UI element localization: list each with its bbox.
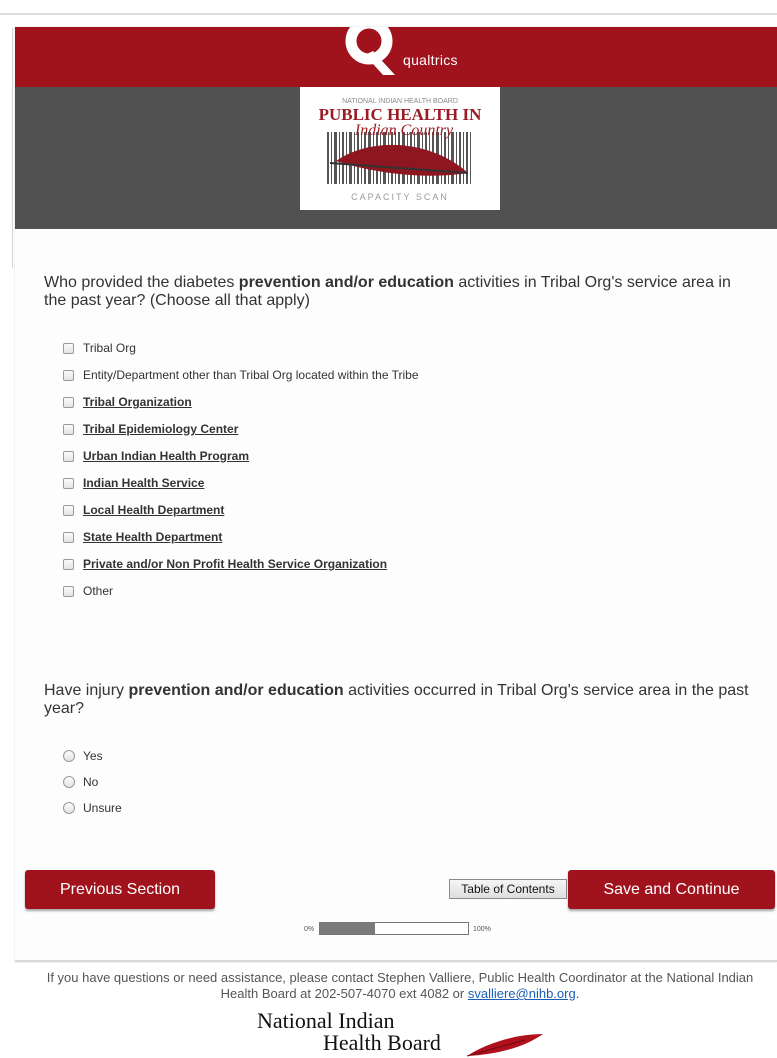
q1-option-urban-indian-health-program[interactable]: Urban Indian Health Program <box>63 447 249 465</box>
progress-bar <box>319 922 469 935</box>
radio-button[interactable] <box>63 802 75 814</box>
nihb-logo-line2: Health Board <box>323 1030 441 1055</box>
banner-caption: CAPACITY SCAN <box>351 192 449 202</box>
checkbox[interactable] <box>63 532 74 543</box>
checkbox[interactable] <box>63 505 74 516</box>
radio-button[interactable] <box>63 776 75 788</box>
nihb-footer-logo <box>255 1008 555 1058</box>
q1-option-entity-department[interactable]: Entity/Department other than Tribal Org located within the Tribe <box>63 366 419 384</box>
checkbox[interactable] <box>63 559 74 570</box>
footer-help-text: If you have questions or need assistance, please contact Stephen Valliere, Public Health Coordinator at the National Indian Health Board at 202-507-4070 ext 4082 or svalliere@nihb.org. <box>46 970 754 1001</box>
survey-card <box>15 27 777 962</box>
q1-option-indian-health-service[interactable]: Indian Health Service <box>63 474 204 492</box>
checkbox[interactable] <box>63 343 74 354</box>
q1-option-state-health-department[interactable]: State Health Department <box>63 528 222 546</box>
save-and-continue-button[interactable]: Save and Continue <box>568 870 775 909</box>
checkbox[interactable] <box>63 586 74 597</box>
feather-logo-icon <box>465 1032 545 1058</box>
table-of-contents-button[interactable]: Table of Contents <box>449 879 567 899</box>
q2-option-yes[interactable]: Yes <box>63 747 103 765</box>
checkbox[interactable] <box>63 478 74 489</box>
q1-option-other[interactable]: Other <box>63 582 113 600</box>
nihb-logo-line1: National Indian <box>257 1008 395 1033</box>
qualtrics-wordmark: qualtrics <box>403 52 458 68</box>
q1-option-private-nonprofit[interactable]: Private and/or Non Profit Health Service Organization <box>63 555 387 573</box>
q1-option-tribal-epidemiology-center[interactable]: Tribal Epidemiology Center <box>63 420 238 438</box>
checkbox[interactable] <box>63 370 74 381</box>
progress-max-label: 100% <box>473 926 491 933</box>
left-panel-edge <box>0 28 13 268</box>
q1-option-local-health-department[interactable]: Local Health Department <box>63 501 224 519</box>
top-divider <box>0 13 777 15</box>
checkbox[interactable] <box>63 424 74 435</box>
banner-org: NATIONAL INDIAN HEALTH BOARD <box>342 98 458 105</box>
banner-subtitle: Indian Country <box>354 122 454 139</box>
question-2-text: Have injury prevention and/or education activities occurred in Tribal Org's service area in the past year? <box>44 682 749 717</box>
progress-min-label: 0% <box>304 926 315 933</box>
contact-email-link[interactable]: svalliere@nihb.org <box>467 986 576 1001</box>
banner-graphic <box>300 87 500 210</box>
q1-option-tribal-org[interactable]: Tribal Org <box>63 339 136 357</box>
qualtrics-logo-icon <box>343 27 399 77</box>
q1-option-tribal-organization[interactable]: Tribal Organization <box>63 393 192 411</box>
checkbox[interactable] <box>63 397 74 408</box>
banner-title: PUBLIC HEALTH IN <box>318 105 482 124</box>
question-1-text: Who provided the diabetes prevention and/or education activities in Tribal Org's service area in the past year? (Choose all that apply) <box>44 274 731 309</box>
radio-button[interactable] <box>63 750 75 762</box>
previous-section-button[interactable]: Previous Section <box>25 870 215 909</box>
progress-bar-fill <box>320 923 375 934</box>
capacity-scan-banner <box>300 87 500 210</box>
q2-option-unsure[interactable]: Unsure <box>63 799 122 817</box>
q2-option-no[interactable]: No <box>63 773 98 791</box>
checkbox[interactable] <box>63 451 74 462</box>
